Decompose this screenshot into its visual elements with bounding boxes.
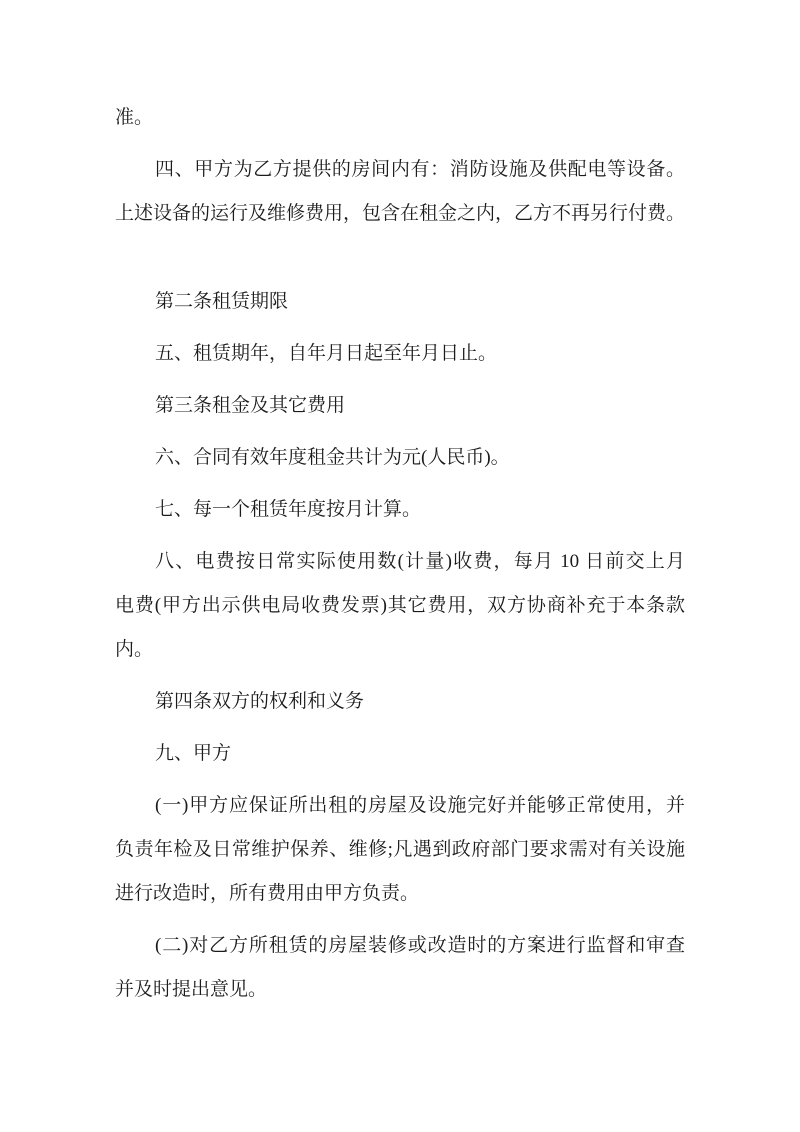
text-line: 并及时提出意见。 xyxy=(115,979,268,1000)
text-line: 第四条双方的权利和义务 xyxy=(155,691,365,712)
paragraph-clause-9 xyxy=(115,732,685,776)
text-line: 七、每一个租赁年度按月计算。 xyxy=(155,499,422,520)
text-line: (二)对乙方所租赁的房屋装修或改造时的方案进行监督和审查 xyxy=(155,935,685,956)
text-line: 第二条租赁期限 xyxy=(155,291,289,312)
paragraph-article-2-heading xyxy=(115,280,685,324)
paragraph-clause-7 xyxy=(115,488,685,532)
text-line: 内。 xyxy=(115,639,154,660)
paragraph-clause-8 xyxy=(115,540,685,672)
text-line: 第三条租金及其它费用 xyxy=(155,395,346,416)
text-line: 五、租赁期年，自年月日起至年月日止。 xyxy=(155,343,498,364)
text-line: 负责年检及日常维护保养、维修;凡遇到政府部门要求需对有关设施 xyxy=(115,839,685,860)
paragraph-item-2 xyxy=(115,924,685,1012)
text-line: (一)甲方应保证所出租的房屋及设施完好并能够正常使用，并 xyxy=(155,795,685,816)
paragraph-article-4-heading xyxy=(115,680,685,724)
text-line: 电费(甲方出示供电局收费发票)其它费用，双方协商补充于本条款 xyxy=(115,595,685,616)
text-line: 九、甲方 xyxy=(155,743,232,764)
text-line: 进行改造时，所有费用由甲方负责。 xyxy=(115,883,420,904)
paragraph-clause-5 xyxy=(115,332,685,376)
text-line: 上述设备的运行及维修费用，包含在租金之内，乙方不再另行付费。 xyxy=(115,203,685,224)
paragraph-clause-6 xyxy=(115,436,685,480)
text-line: 准。 xyxy=(115,107,154,128)
text-line: 四、甲方为乙方提供的房间内有：消防设施及供配电等设备。 xyxy=(155,159,685,180)
blank-line xyxy=(115,244,685,272)
paragraph-clause-4 xyxy=(115,148,685,236)
paragraph-continuation xyxy=(115,96,685,140)
text-line: 八、电费按日常实际使用数(计量)收费，每月 10 日前交上月 xyxy=(155,551,685,572)
paragraph-item-1 xyxy=(115,784,685,916)
text-line: 六、合同有效年度租金共计为元(人民币)。 xyxy=(155,447,510,468)
paragraph-article-3-heading xyxy=(115,384,685,428)
